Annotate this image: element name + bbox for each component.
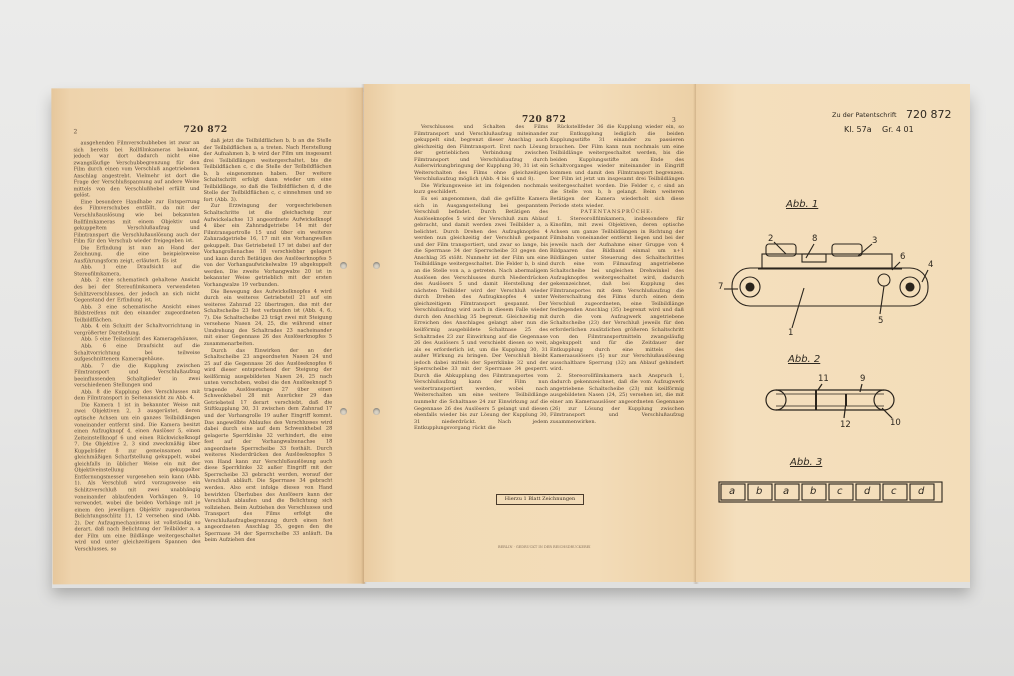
reference-numeral: 5: [878, 316, 884, 326]
reference-numeral: 6: [900, 252, 906, 262]
paragraph: ausgehenden Filmverschubhebes ist zwar an sich bereits bei Rollfilmkameras bekannt, jedoch war dort dadurch nicht eine zwangsläufige Verschubbegrenzung für den Film durch einen vom Verschluß angetriebenen Anschlag angestrebt. Vielmehr ist dort die Frage der Verschlußspannung auf andere Weise mittels von den Verschlußhebel erfüllt und gelöst.: [73, 140, 200, 199]
paragraph: Abb. 5 eine Teilansicht des Kameragehäuses,: [81, 336, 199, 343]
paragraph: Durch das Einwirken der an der Schaltscheibe 23 angeordneten Nasen 24 und 25 auf die Gegennase 26 des Auslöseknopfes 6 wird dieser entsprechend der Steigung der keilförmig ausgebildeten Nasen 24, 25 nach unten verschoben, wobei die den Auslöseknopf 5 tragende Auslösestange 27 über einen Schwenkhebel 28 mit Ausrücker 29 das Getriebeteil 17 derart verschiebt, daß die Stiftkupplung 30, 31 zwischen dem Zahnrad 17 und der Vorhangrolle 19 außer Eingriff kommt. Das angewölbte Ablaufes des Verschlusses wird dabei durch eine auf dem Schwenkhebel 28 gelagerte Sperrklinke 32 verhindert, die eine fest auf der Vorhangwalzenachse 18 angeordnete Sperrscheibe 33 festhält. Durch weiteres Niederdrücken des Auslöseknopfes 5 von Hand kann zur Verschlußauslösung auch diese Sperrklinke 32 außer Eingriff mit der Sperrscheibe 33 gebracht werden, worauf der Verschluß abläuft. Die Sperrnase 34 gebracht werden. Also erst infolge dieses von Hand bewirkten Überhubes des Auslösers kann der Verschluß ablaufen und die Belichtung sich vollziehen. Beim Aufziehen des Verschlusses und Transport des Films erfolgt die Verschlußaufzugbegrenzung durch einen fest angeordneten Anschlag 35, gegen den die Sperrnase 34 der Sperrscheibe 33 anläuft. Da beim Aufziehen des: [204, 347, 333, 544]
reference-numeral: 3: [872, 236, 878, 246]
paragraph: Eine besondere Handhabe zur Entsperrung des Filmverschubes entfällt, da mit der Verschlußauslösung wie bei bekannten Rollfilmkameras mit einem Objektiv und gekuppeltem Verschlußaufzug und Filmtransport die Verschlußauslösung auch der Film für den Verschub wieder freigegeben ist.: [73, 198, 200, 245]
paragraph: 1. Stereorollfilmkamera, insbesondere für Kinofilm, mit zwei Objektiven, deren optische Achsen um ganze Teilbildlängen in Richtung der Filmbahn voneinander entfernt liegen und bei der jeweils nach der Aufnahme einer Gruppe von 4 Bildpaaren das Bildband einmal um n+1 Bildlängen unter Steuerung des Schaltschrittes durch eine vom Filmaufzug angetriebene Schaltscheibe bei ungleichen Drehwinkel des Aufzugknopfes weitergeschaltet wird, dadurch gekennzeichnet, daß bei Kupplung des Filmtransportes mit dem Verschlußaufzug die Weiterschaltung des Films durch einen dem Verschluß zugeordneten, eine Teilbildlänge festlegenden Anschlag (35) begrenzt wird und daß durch die vom Aufzugwerk angetriebene Schaltscheibe (23) der Verschluß jeweils für den erforderlichen zusätzlichen größeren Schaltschritt von den Filmtransportmitteln zwangsläufig abgekuppelt und für die Zeitdauer der Entkupplung durch eine mittels des Kameraauslösers (5) nur zur Verschlußauslösung ausschaltbare Sperrung (32) am Ablauf gehindert wird.: [550, 215, 684, 373]
patent-group: Gr. 4 01: [882, 125, 914, 134]
paragraph: Abb. 3 eine schematische Ansicht eines Bildstreifens mit den einander zugeordneten Teilbildflächen.: [73, 303, 200, 324]
paragraph: PATENTANSPRÜCHE:: [580, 209, 654, 216]
patent-number: 720 872: [522, 115, 567, 125]
coupling-gears: [802, 254, 826, 262]
paragraph: Abb. 1 eine Draufsicht auf die Stereofilmkamera,: [73, 264, 200, 278]
paragraph: Abb. 8 die Kupplung des Verschlusses mit dem Filmtransport in Seitenansicht zu Abb. 4.: [74, 388, 201, 402]
paragraph: daß jetzt die Teilbildflächen b, b an die Stelle der Teilbildflächen a, a treten. Nach Herstellung der Aufnahmen b, b wird der Film um insgesamt drei Teilbildlängen weitergeschaltet, bis die Teilbildflächen c, c die Stelle der Teilbildflächen b, b eingenommen haben. Der weitere Schaltschritt erfolgt dann wieder um eine Teilbildlänge, so daß die Teilbildflächen d, d die Stelle der Teilbildflächen c, c einnehmen und so fort (Abb. 3).: [203, 137, 332, 203]
curtain-roller-left: [766, 390, 786, 410]
paragraph: Abb. 7 die die Kupplung zwischen Filmtransport und Verschlußaufzug beeinflussenden Schaltglieder in zwei verschiedenen Stellungen und: [74, 362, 201, 389]
reference-numeral: 8: [812, 234, 818, 244]
frame-letter: d: [864, 486, 871, 497]
figure-label: Abb. 1: [786, 199, 819, 210]
frame-letter: c: [891, 486, 897, 497]
reference-numeral: 12: [840, 420, 851, 430]
paragraph: Die Bewegung des Aufwickelknopfes 4 wird durch ein weiteres Getriebeteil 21 auf ein weiteres Zahnrad 22 übertragen, das mit der Schaltscheibe 23 fest verbunden ist (Abb. 4, 6, 7). Die Schaltscheibe 23 trägt zwei mit Steigung versehene Nasen 24, 25, die während einer Umdrehung des Schaltrades 23 nacheinander mit einer Gegennase 26 des Auslöserknopfes 5 zusammenarbeiten.: [203, 288, 333, 347]
text-column-right: [203, 138, 332, 578]
camera-top-view-drawing: [696, 84, 970, 582]
patent-class: Kl. 57a: [844, 125, 872, 134]
text-column-right: [550, 124, 684, 459]
frame-letter: b: [810, 486, 817, 497]
printer-imprint: BERLIN · GEDRUCKT IN DER REICHSDRUCKEREI: [498, 545, 591, 549]
reference-numeral: 9: [860, 374, 866, 384]
paragraph: Rückstellfeder 36 die Kupplung wieder ein, so zur Entkupplung lediglich die beiden Kupplungsstifte 31 einander zu passieren brauchen. Der Film kann nun nochmals um eine Teilbildlänge weitergeschaltet werden, bis die beiden Kupplungsstifte am Ende des Schaltvorganges wieder miteinander in Eingriff kommen und damit den Filmtransport begrenzen. Der Film ist jetzt um insgesamt drei Teilbildlängen weitergeschaltet worden. Die Felder c, c sind an die Stelle von b, b gelangt. Beim weiteren Betätigen der Kamera wiederholt sich diese Periode stets wieder.: [550, 124, 684, 209]
paragraph: Die Wirkungsweise ist im folgenden nochmals kurz geschildert.: [414, 182, 548, 196]
figure-label: Abb. 2: [788, 354, 821, 365]
frame-letter: b: [756, 486, 763, 497]
punch-hole: [340, 262, 347, 269]
patent-page-2: [51, 88, 364, 585]
reference-numeral: 2: [768, 234, 774, 244]
camera-body-outline: [732, 268, 928, 306]
paragraph: Abb. 6 eine Draufsicht auf die Schaltvorrichtung bei teilweise aufgeschnittenem Kameragehäuse.: [74, 342, 201, 363]
reference-numeral: 11: [818, 374, 829, 384]
patent-number: 720 872: [906, 108, 952, 121]
paragraph: Verschlusses und Schalten des Films Filmtransport und Verschlußaufzug miteinander gekuppelt sind, begrenzt dieser Anschlag auch gleichzeitig den Filmtransport. Erst nach Lösung der getrieblichen Verbindung zwischen Filmtransport und Verschlußaufzug durch Außerwirkungbringung der Kupplung 30, 31 ist ein Weiterschalten des Films ohne gleichzeitigen Verschlußaufzug möglich (Abb. 4 bis 6 und 8).: [414, 124, 548, 183]
paragraph: Die Erfindung ist nun an Hand der Zeichnung, die eine beispielsweise Ausführungsform zeigt, erläutert. Es ist: [73, 244, 200, 265]
patent-page-3: [364, 84, 696, 582]
shutter-release: [878, 274, 890, 286]
frame-letter: a: [729, 486, 736, 497]
paragraph: Abb. 2 eine schematisch gehaltene Ansicht des bei der Stereofilmkamera verwendeten Schlitzverschlusses, der jedoch an sich nicht Gegenstand der Erfindung ist,: [73, 277, 200, 304]
patent-reference-label: Zu der Patentschrift: [832, 111, 897, 119]
paragraph: Zur Erzwingung der vorgeschriebenen Schaltschritte ist die gleichachsig zur Aufwickelachse 13 angeordnete Aufwickelknopf 4 über ein Zahnradgetriebe 14 mit der Filmtransportrolle 15 und über ein weiteres Zahnradgetriebe 16, 17 mit ein Vorhangwellen gekuppelt. Das Getriebeteil 17 ist dabei auf der Vorhangrollenachse 18 verschiebbar gelagert und kann durch Betätigen des Auslöserknopfes 5 von der Vorhangaufwickelwalze 19 abgekuppelt werden. Die zweite Vorhangwalze 20 ist in bekannter Weise getrieblich mit der ersten Vorhangwalze 19 verbunden.: [203, 203, 332, 289]
reference-numeral: 4: [928, 260, 934, 270]
reference-numeral: 10: [890, 418, 901, 428]
patent-number: 720 872: [183, 124, 228, 136]
text-column-left: [414, 124, 548, 520]
frame-letter: c: [837, 486, 843, 497]
paragraph: Die Kamera 1 ist in bekannter Weise mit zwei Objektiven 2, 3 ausgerüstet, deren optische Achsen um ein ganzes Teilbildlängen voneinander entfernt sind. Die Kamera besitzt einen Aufzugknopf 4, einen Auslöser 5, einen Zeiteinstellknopf 6 und einen Rückwickelknopf 7. Die Objektive 2, 3 sind zweckmäßig über Kuppelräder 8 zur gemeinsamen und gleichmäßigen Scharfstellung gekuppelt, wobei gleichfalls in üblicher Weise ein mit der Objektiveinstellung gekuppelter Entfernungsmesser vorgesehen sein kann (Abb. 1). Als Verschluß wird vorzugsweise ein Schlitzverschluß mit zwei unabhängig voneinander ablaufenden Vorhängen 9, 10 verwendet, wobei die beiden Vorhänge mit je einem den jeweiligen Objektiv zugeordneten Belichtungsschlitz 11, 12 versehen sind (Abb. 2). Der Aufzugmechanismus ist vollständig so derart, daß nach Belichtung der Teilbilder a, a der Film um eine Bildlänge weitergeschaltet wird und unter gleichzeitigem Spannen des Verschlusses, so: [74, 401, 201, 553]
punch-hole: [373, 262, 380, 269]
paragraph: 2. Stereorollfilmkamera nach Anspruch 1, dadurch gekennzeichnet, daß die vom Aufzugwerk angetriebene Schaltscheibe (23) mit keilförmig ausgebildeten Nasen (24, 25) versehen ist, die mit einer am Kameraauslöser angeordneten Gegennase (26) zur Lösung der Kupplung zwischen Filmtransport und Verschlußaufzug zusammenwirken.: [550, 372, 684, 425]
punch-hole: [373, 408, 380, 415]
page-number: 2: [73, 128, 78, 136]
curtain-roller-right: [874, 390, 894, 410]
reference-numeral: 1: [788, 328, 794, 338]
text-column-left: [73, 140, 200, 578]
paragraph: Abb. 4 ein Schnitt der Schaltvorrichtung in vergrößerter Darstellung,: [73, 323, 200, 337]
frame-letter: d: [918, 486, 925, 497]
paragraph: Es sei angenommen, daß die gefüllte Kamera sich in Ausgangsstellung bei gespanntem Verschluß befindet. Durch Betätigen des Auslöseknopfes 5 wird der Verschluß zum Ablauf gebracht, und damit werden zwei Teilbilder a, a belichtet. Durch Drehen des Aufzugknopfes 4 werden nun gleichzeitig der Verschluß gespannt und der Film transportiert, und zwar so lange, bis die Sperrnase 34 der Sperrscheibe 33 gegen den Anschlag 35 stößt. Nunmehr ist der Film um eine Teilbildlänge weitergeschaltet. Die Felder b, b sind an die Stelle von a, a getreten. Nach abermaligem Auslösen des Verschlusses durch Niederdrücken des Auslösers 5 und damit Herstellung der nächsten Teilbilder wird der Verschluß wieder durch Drehen des Aufzugknopfes 4 unter gleichzeitigem Filmtransport gespannt. Der Verschlußaufzug wird auch in diesem Falle wieder durch den Anschlag 35 begrenzt. Gleichzeitig mit Erreichen des Anschlages gelangt aber nun die keilförmig ausgebildete Schaltnase 25 des Schaltrades 23 zur Einwirkung auf die Gegennase 26 des Auslösers 5 und verschiebt diesen so weit, als es erforderlich ist, um die Kupplung 30, 31 außer Wirkung zu bringen. Der Verschluß bleibt jedoch dabei mittels der Sperrklinke 32 und der Sperrscheibe 33 mit der Sperrnase 34 gesperrt. Durch die Abkupplung des Filmtransportes vom Verschlußaufzug kann der Film nun weitertransportiert werden, wobei nach Weiterschalten um eine weitere Teilbildlänge nunmehr die Schaltnase 24 zur Einwirkung auf die Gegennase 26 des Auslösers 5 gelangt und diesen ebenfalls wieder bis zur Lösung der Kupplung 30, 31 niederdrückt. Nach jedem Entkupplungsvorgang rückt die: [414, 196, 548, 432]
punch-hole: [340, 408, 347, 415]
frame-letter: a: [783, 486, 790, 497]
page-number: 3: [672, 117, 676, 124]
figure-label: Abb. 3: [790, 457, 823, 468]
drawing-sheet-note: Hierzu 1 Blatt Zeichnungen: [496, 494, 584, 505]
reference-numeral: 7: [718, 282, 724, 292]
drawing-sheet: [696, 84, 970, 582]
